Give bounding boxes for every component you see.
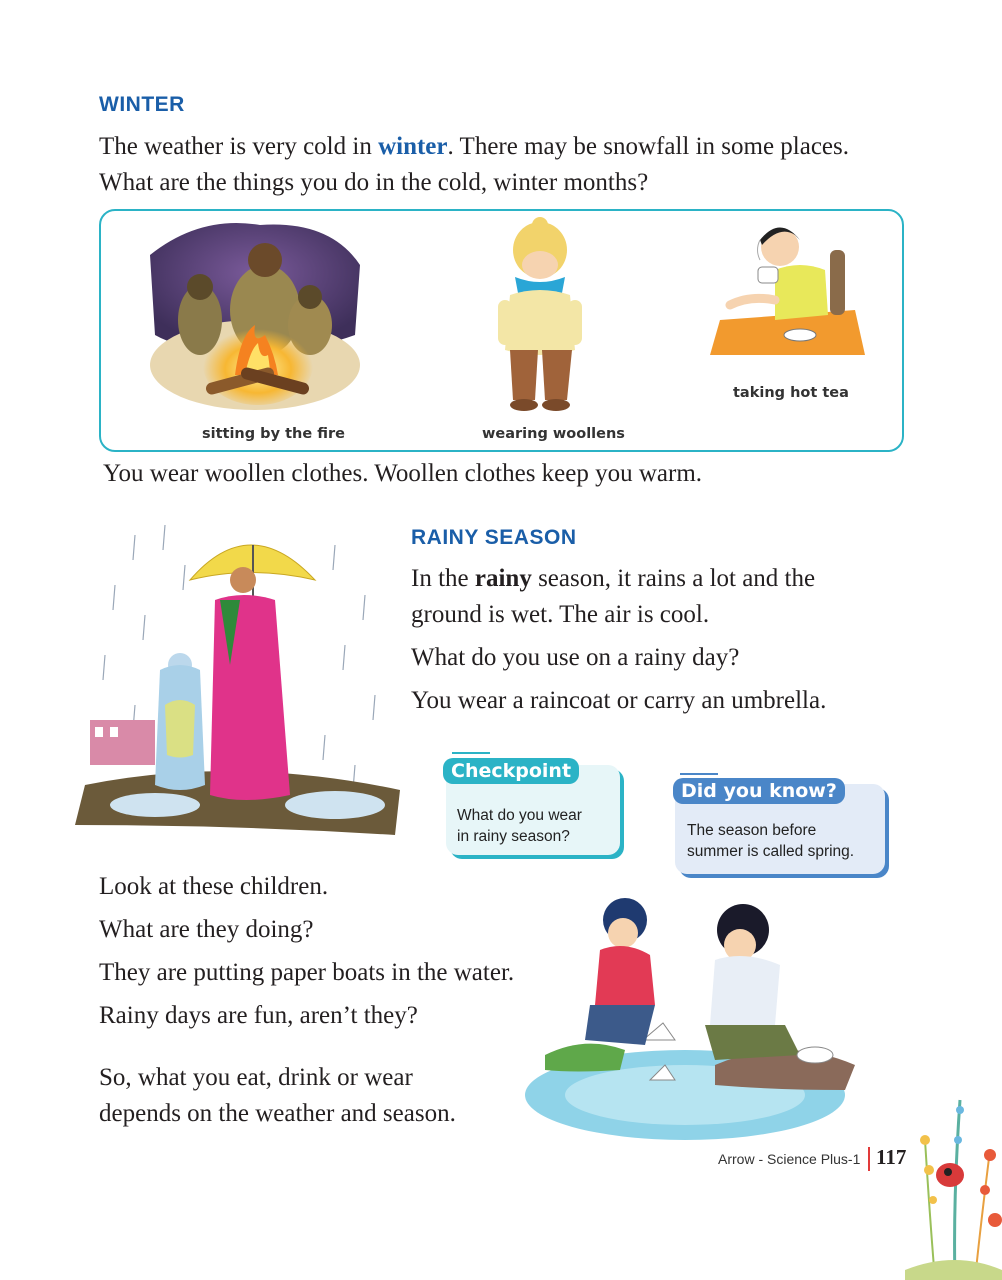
- checkpoint-accent-line: [452, 752, 490, 754]
- did-you-know-accent-line: [680, 773, 718, 775]
- winter-heading: WINTER: [99, 93, 185, 116]
- checkpoint-question: What do you wear in rainy season?: [457, 807, 582, 845]
- rainy-keyword: rainy: [474, 565, 532, 592]
- winter-paragraph: The weather is very cold in winter. There may be snowfall in some places. What are the things you do in the cold, winter months?: [99, 133, 850, 196]
- caption-taking-hot-tea: taking hot tea: [733, 385, 849, 401]
- children-line-3: They are putting paper boats in the water.: [99, 959, 515, 986]
- rainy-question: What do you use on a rainy day?: [411, 644, 740, 671]
- rainy-day-illustration: [75, 505, 400, 840]
- wearing-woollens-illustration: [480, 215, 600, 420]
- did-you-know-title: Did you know?: [673, 778, 845, 804]
- caption-wearing-woollens: wearing woollens: [482, 426, 625, 442]
- children-line-1: Look at these children.: [99, 873, 329, 900]
- rainy-paragraph-1: In the rainy season, it rains a lot and the ground is wet. The air is cool.: [411, 565, 816, 628]
- caption-sitting-by-fire: sitting by the fire: [202, 426, 345, 442]
- decorative-flowers-corner: [905, 1080, 1002, 1280]
- taking-hot-tea-illustration: [700, 215, 875, 375]
- conclusion-line-1: So, what you eat, drink or wear: [99, 1064, 413, 1091]
- conclusion-line-2: depends on the weather and season.: [99, 1100, 456, 1127]
- woollen-clothes-sentence: You wear woollen clothes. Woollen clothes keep you warm.: [103, 460, 703, 487]
- children-line-2: What are they doing?: [99, 916, 314, 943]
- checkpoint-title: Checkpoint: [443, 758, 579, 784]
- sitting-by-fire-illustration: [140, 215, 370, 420]
- children-line-4: Rainy days are fun, aren’t they?: [99, 1002, 418, 1029]
- rainy-season-heading: RAINY SEASON: [411, 526, 577, 549]
- footer-divider: [868, 1147, 870, 1171]
- paper-boats-illustration: [525, 895, 860, 1150]
- winter-keyword: winter: [378, 133, 448, 160]
- rainy-answer: You wear a raincoat or carry an umbrella.: [411, 687, 827, 714]
- page-number: 117: [876, 1145, 907, 1169]
- did-you-know-fact: The season before summer is called spring.: [687, 822, 855, 860]
- footer-book-title: Arrow - Science Plus-1: [718, 1151, 861, 1167]
